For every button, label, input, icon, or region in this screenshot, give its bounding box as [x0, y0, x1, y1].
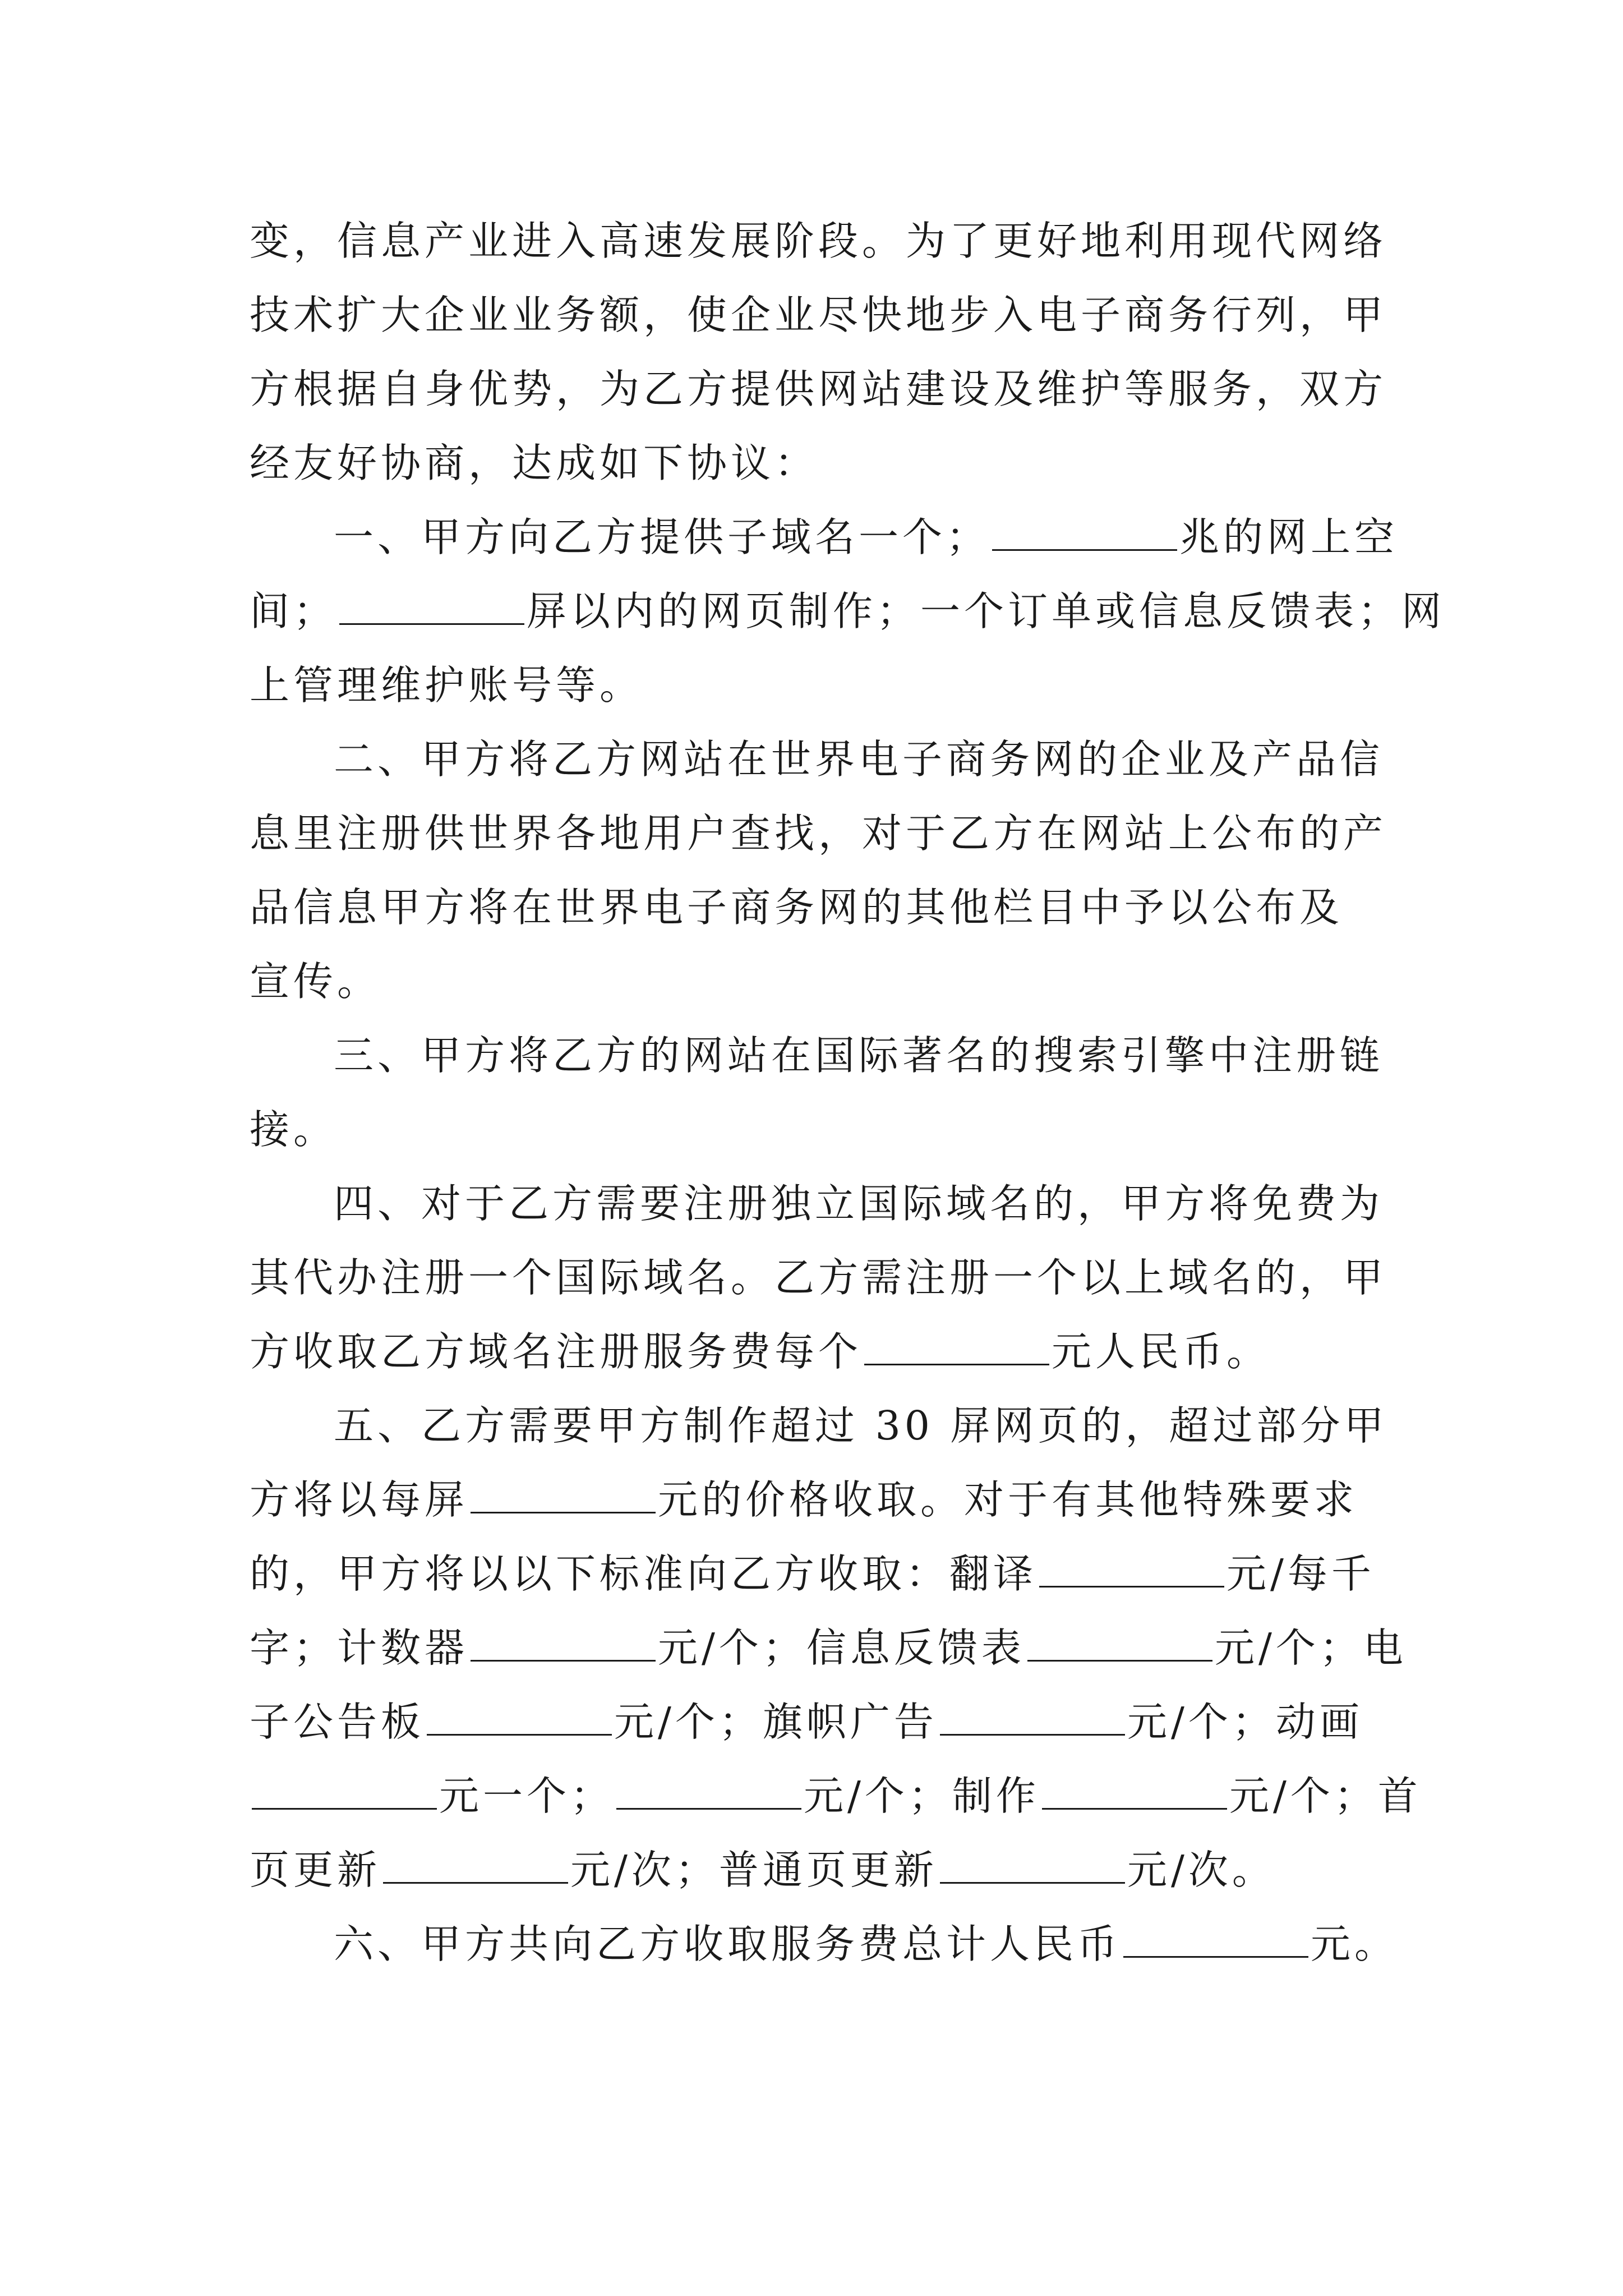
- text-line: [250, 655, 643, 716]
- text-line: [334, 1913, 1398, 1975]
- text-line: [250, 358, 1387, 420]
- fill-in-blank: [471, 1628, 656, 1662]
- text-line: [334, 729, 1384, 790]
- text-segment: 间；: [250, 588, 338, 634]
- text-segment: 五、乙方需要甲方制作超过 30 屏网页的，超过部分甲: [334, 1402, 1388, 1449]
- text-line: [250, 1617, 1407, 1679]
- text-segment: 上管理维护账号等。: [250, 662, 644, 708]
- text-line: [250, 1839, 1276, 1901]
- fill-in-blank: [383, 1851, 568, 1884]
- fill-in-blank: [1042, 1777, 1227, 1810]
- text-segment: 品信息甲方将在世界电子商务网的其他栏目中予以公布及: [250, 884, 1344, 931]
- text-segment: 其代办注册一个国际域名。乙方需注册一个以上域名的，甲: [250, 1254, 1387, 1301]
- text-segment: 元人民币。: [1052, 1328, 1271, 1375]
- text-segment: 元/次。: [1127, 1847, 1276, 1893]
- text-line: [250, 803, 1387, 864]
- text-segment: 二、甲方将乙方网站在世界电子商务网的企业及产品信: [334, 736, 1384, 783]
- text-line: [250, 581, 1445, 642]
- text-segment: 方将以每屏: [250, 1476, 469, 1523]
- text-line: [250, 1543, 1375, 1605]
- text-segment: 经友好协商，达成如下协议：: [250, 440, 819, 486]
- fill-in-blank: [471, 1480, 656, 1513]
- fill-in-blank: [940, 1851, 1125, 1884]
- text-segment: 元/个；电: [1214, 1625, 1407, 1671]
- text-line: [250, 210, 1387, 272]
- text-segment: 的，甲方将以以下标准向乙方收取：翻译: [250, 1550, 1038, 1597]
- text-segment: 元/个；信息反馈表: [658, 1625, 1025, 1671]
- text-line: [250, 951, 381, 1013]
- text-line: [250, 877, 1343, 938]
- text-segment: 一、甲方向乙方提供子域名一个；: [334, 514, 990, 560]
- fill-in-blank: [864, 1332, 1049, 1365]
- text-line: [250, 1765, 1422, 1827]
- fill-in-blank: [427, 1703, 612, 1736]
- text-segment: 变，信息产业进入高速发展阶段。为了更好地利用现代网络: [250, 218, 1387, 264]
- fill-in-blank: [339, 592, 524, 625]
- text-line: [250, 1247, 1387, 1309]
- fill-in-blank: [1123, 1925, 1308, 1958]
- text-segment: 三、甲方将乙方的网站在国际著名的搜索引擎中注册链: [334, 1032, 1384, 1079]
- text-segment: 六、甲方共向乙方收取服务费总计人民币: [334, 1921, 1122, 1967]
- text-line: [250, 1099, 337, 1161]
- text-line: [334, 1173, 1384, 1235]
- text-segment: 技术扩大企业业务额，使企业尽快地步入电子商务行列，甲: [250, 292, 1387, 338]
- text-line: [250, 1321, 1270, 1383]
- text-segment: 元/次；普通页更新: [570, 1847, 938, 1893]
- text-segment: 元/个；动画: [1127, 1699, 1363, 1745]
- text-segment: 字；计数器: [250, 1625, 469, 1671]
- fill-in-blank: [940, 1703, 1125, 1736]
- fill-in-blank: [616, 1777, 801, 1810]
- text-line: [334, 1395, 1388, 1457]
- text-segment: 屏以内的网页制作；一个订单或信息反馈表；网: [527, 588, 1446, 634]
- text-segment: 兆的网上空: [1179, 514, 1399, 560]
- text-segment: 元。: [1311, 1921, 1399, 1967]
- text-line: [250, 1691, 1363, 1753]
- text-segment: 元/每千: [1227, 1550, 1375, 1597]
- text-line: [250, 1469, 1358, 1531]
- text-segment: 元/个；制作: [804, 1773, 1040, 1819]
- text-segment: 元一个；: [439, 1773, 615, 1819]
- fill-in-blank: [992, 518, 1177, 551]
- text-segment: 四、对于乙方需要注册独立国际域名的，甲方将免费为: [334, 1180, 1384, 1227]
- text-line: [250, 284, 1387, 346]
- text-segment: 宣传。: [250, 958, 381, 1005]
- text-line: [250, 432, 818, 494]
- fill-in-blank: [1027, 1628, 1212, 1662]
- text-segment: 元/个；旗帜广告: [614, 1699, 938, 1745]
- text-segment: 页更新: [250, 1847, 381, 1893]
- text-segment: 方收取乙方域名注册服务费每个: [250, 1328, 863, 1375]
- text-segment: 接。: [250, 1106, 338, 1153]
- text-line: [334, 1025, 1384, 1087]
- text-line: [334, 507, 1398, 568]
- fill-in-blank: [252, 1777, 437, 1810]
- fill-in-blank: [1039, 1554, 1224, 1588]
- text-segment: 子公告板: [250, 1699, 425, 1745]
- text-segment: 元的价格收取。对于有其他特殊要求: [658, 1476, 1358, 1523]
- text-segment: 息里注册供世界各地用户查找，对于乙方在网站上公布的产: [250, 810, 1387, 857]
- text-segment: 方根据自身优势，为乙方提供网站建设及维护等服务，双方: [250, 366, 1387, 412]
- text-segment: 元/个；首: [1229, 1773, 1422, 1819]
